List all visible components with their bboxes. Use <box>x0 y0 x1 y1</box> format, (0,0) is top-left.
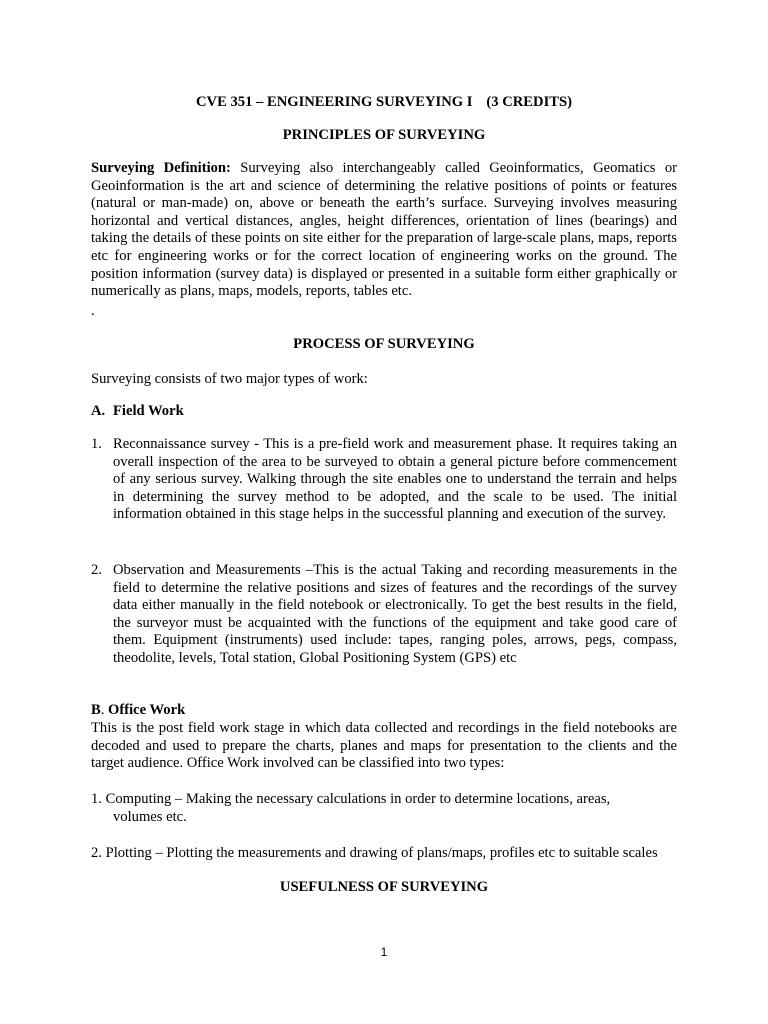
process-intro: Surveying consists of two major types of work: <box>91 371 368 387</box>
office-item-plotting: 2. Plotting – Plotting the measurements and drawing of plans/maps, profiles etc to suitable scales <box>91 845 658 861</box>
office-item-computing-line1: 1. Computing – Making the necessary calculations in order to determine locations, areas, <box>91 791 611 807</box>
definition-text: Surveying also interchangeably called Geoinformatics, Geomatics or Geoinformation is the art and science of determining the relative positions of points or features (natural or man-made) on, above or beneath the earth’s surface. Surveying involves measuring horizontal and vertical distances, angles, height differences, orientation of lines (bearings) and taking the details of these points on site either for the preparation of large-scale plans, maps, reports etc for engineering works or for the correct location of engineering works on the ground. The position information (survey data) is displayed or presented in a suitable form either graphically or numerically as plans, maps, models, reports, tables etc. <box>91 160 677 300</box>
page-number: 1 <box>380 945 388 959</box>
office-item-computing-line2: volumes etc. <box>113 808 187 825</box>
list-item <box>91 436 677 524</box>
list-item <box>91 562 677 668</box>
process-heading: PROCESS OF SURVEYING <box>293 336 475 352</box>
course-credits: (3 CREDITS) <box>486 94 572 110</box>
office-item-computing <box>91 791 677 826</box>
section-b-heading <box>91 702 677 720</box>
definition-label: Surveying Definition: <box>91 160 231 176</box>
list-item-text: Observation and Measurements –This is the actual Taking and recording measurements in the field to determine the relative positions and sizes of features and the recordings of the survey data either manually in the field notebook or electronically. To get the best results in the field, the surveyor must be acquainted with the functions of the equipment and take good care of them. Equipment (instruments) used include: tapes, ranging poles, arrows, pegs, compass, theodolite, levels, Total station, Global Positioning System (GPS) etc <box>113 562 677 666</box>
definition-paragraph <box>91 160 677 301</box>
section-b-dot: . <box>100 702 105 718</box>
section-a-letter: A. <box>91 403 106 419</box>
usefulness-heading: USEFULNESS OF SURVEYING <box>279 879 489 895</box>
principles-heading: PRINCIPLES OF SURVEYING <box>282 127 486 143</box>
list-item-text: Reconnaissance survey - This is a pre-field work and measurement phase. It requires taking an overall inspection of the area to be surveyed to obtain a general picture before commencement of any serious survey. Walking through the site enables one to understand the terrain and helps in determining the survey method to be adopted, and the scale to be used. The initial information obtained in this stage helps in the successful planning and execution of the survey. <box>113 436 677 523</box>
course-name: CVE 351 – ENGINEERING SURVEYING I <box>196 94 473 110</box>
list-item-number: 2. <box>91 562 102 578</box>
section-b-body: This is the post field work stage in which data collected and recordings in the field notebooks are decoded and used to prepare the charts, planes and maps for presentation to the clients and the target audience. Office Work involved can be classified into two types: <box>91 720 677 772</box>
section-b-letter: B <box>91 702 101 718</box>
stray-dot: . <box>91 303 95 319</box>
course-title <box>91 94 677 112</box>
section-b-title: Office Work <box>104 702 186 718</box>
list-item-number: 1. <box>91 436 102 452</box>
section-a-heading <box>91 403 677 421</box>
section-a-title: Field Work <box>113 403 184 419</box>
